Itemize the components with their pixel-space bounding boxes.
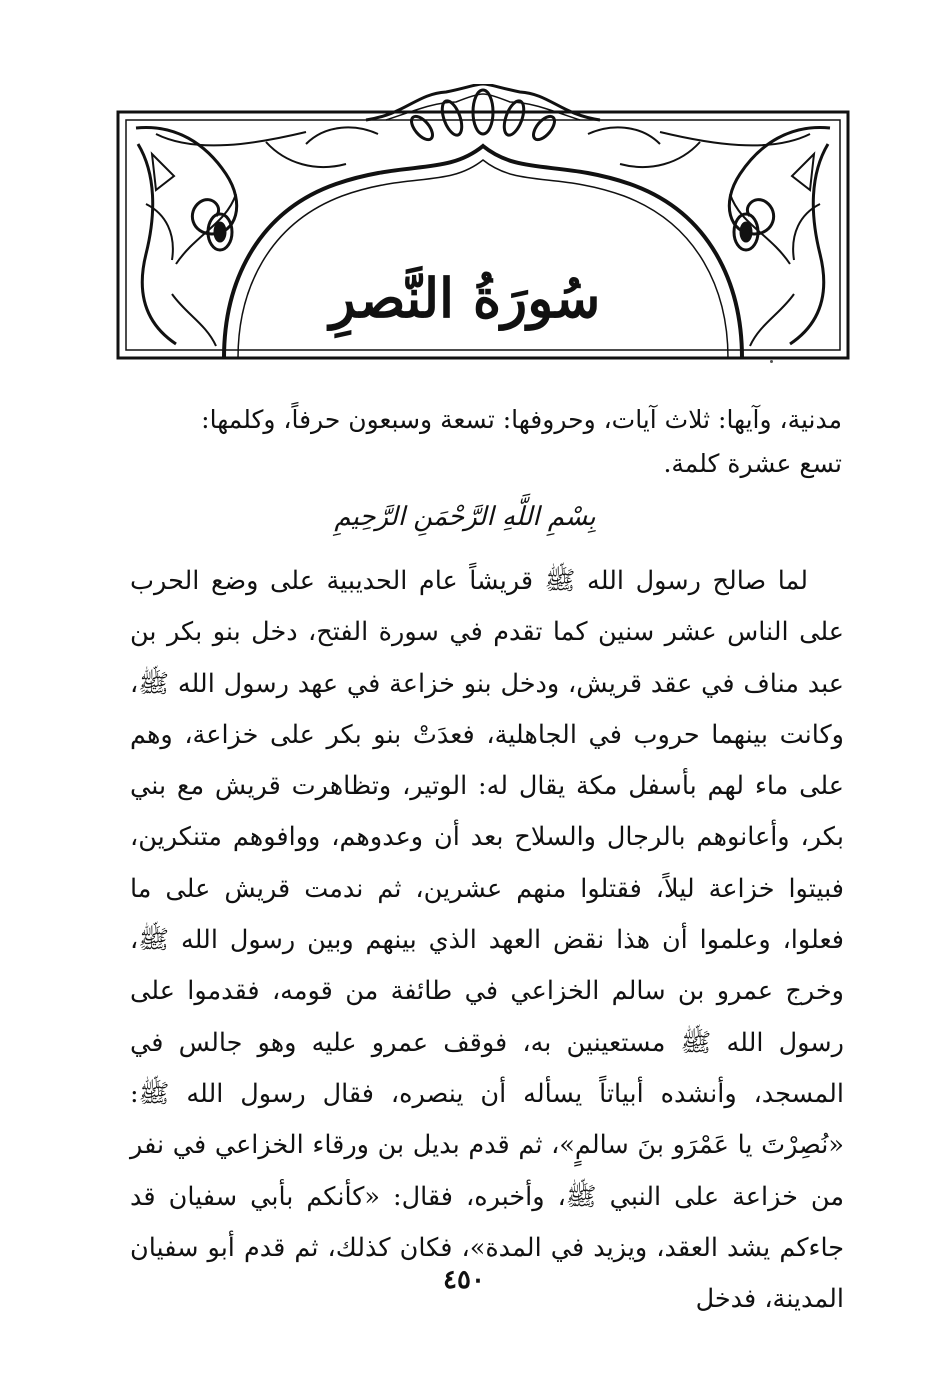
basmala: بِسْمِ اللَّهِ الرَّحْمَنِ الرَّحِيمِ	[334, 502, 596, 532]
body-paragraph: لما صالح رسول الله ﷺ قريشاً عام الحديبية على وضع الحرب على الناس عشر سنين كما تقدم في سورة الفتح، دخل بنو بكر بن عبد مناف في عقد قريش، ودخل بنو خزاعة في عهد رسول الله ﷺ، وكانت بينهما حروب في الجاهلية، فعدَتْ بنو بكر على خزاعة، وهم على ماء لهم بأسفل مكة يقال له: الوتير، وتظاهرت قريش مع بني بكر، وأعانوهم بالرجال والسلاح بعد أن وعدوهم، ووافوهم متنكرين، فبيتوا خزاعة ليلاً، فقتلوا منهم عشرين، ثم ندمت قريش على ما فعلوا، وعلموا أن هذا نقض العهد الذي بينهم وبين رسول الله ﷺ، وخرج عمرو بن سالم الخزاعي في طائفة من قومه، فقدموا على رسول الله ﷺ مستعينين به، فوقف عمرو عليه وهو جالس في المسجد، وأنشده أبياتاً يسأله أن ينصره، فقال رسول الله ﷺ: «نُصِرْتَ يا عَمْرَو بنَ سالمٍ»، ثم قدم بديل بن ورقاء الخزاعي في نفر من خزاعة على النبي ﷺ، وأخبره، فقال: «كأنكم بأبي سفيان قد جاءكم يشد العقد، ويزيد في المدة»، فكان كذلك، ثم قدم أبو سفيان المدينة، فدخل	[130, 566, 844, 1315]
surah-intro	[82, 398, 842, 486]
surah-title: سُورَةُ النَّصرِ	[329, 266, 601, 330]
scan-speck	[770, 360, 773, 363]
intro-line-2: تسع عشرة كلمة.	[663, 449, 842, 478]
intro-line-1: مدنية، وآيها: ثلاث آيات، وحروفها: تسعة وسبعون حرفاً، وكلمها:	[201, 405, 842, 434]
body-text	[130, 556, 844, 1325]
page-number: ٤٥٠	[443, 1265, 485, 1295]
